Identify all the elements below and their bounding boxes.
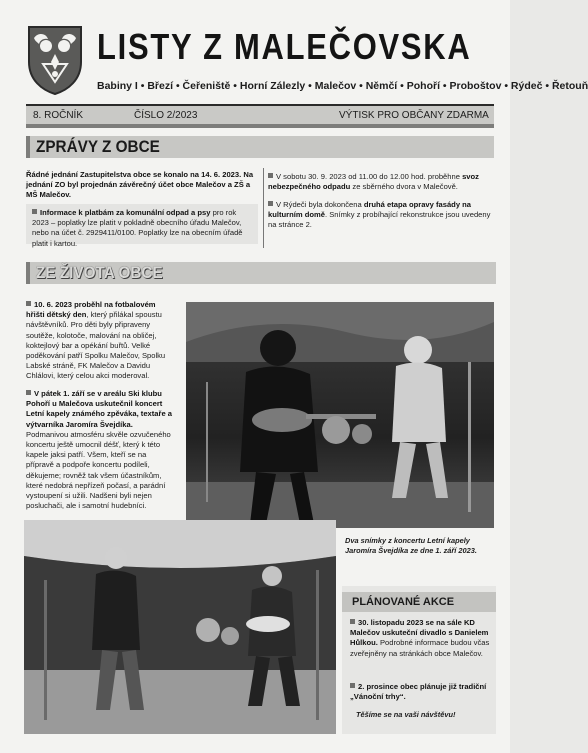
news-item-hazardous-waste [268, 172, 494, 192]
news-item3-post: . Snímky z probíhající rekonstrukce jsou uvedeny na stránce 2. [268, 210, 491, 230]
news-lead-text: Řádné jednání Zastupitelstva obce se konalo na 14. 6. 2023. Na jednání ZO byl projednán závěrečný účet obce Malečov a ZŠ a MŠ Malečov. [26, 170, 254, 200]
life-heading-text: ZE ŽIVOTA OBCE [36, 263, 163, 282]
life-p2-bold: V pátek 1. září se v areálu Ski klubu Pohoří u Malečova uskutečnil koncert Letní kapely známého zpěváka, textaře a výtvarníka Jaromíra Švejdíka. [26, 389, 173, 429]
planned-event-theatre [350, 618, 492, 659]
issue-label: ČÍSLO 2/2023 [134, 110, 198, 121]
news-item1-text: pro rok 2023 – poplatky lze platit v pokladně obecního úřadu Malečov, nebo na účet č. 2929411/0100. Poplatky lze na obecním úřadě platit i kartou. [32, 208, 243, 248]
news-section-heading [26, 136, 494, 158]
life-p1-text: , který přilákal spoustu návštěvníků. Pro děti byly připraveny soutěže, kolotoče, malování na obličej, koktejlový bar a opékání buřtů. Velké poděkování patří Spolku Malečov, Spolku Labské stráně, FK Malečov a Davidu Chlálovi, který celou akci moderoval. [26, 310, 166, 381]
bullet-icon [26, 390, 31, 395]
masthead-villages: Babiny I • Březí • Čeřeniště • Horní Zálezly • Malečov • Němčí • Pohoří • Proboštov • Rýdeč • Řetouň [97, 80, 588, 92]
news-item2-text: V sobotu 30. 9. 2023 od 11.00 do 12.00 hod. proběhne [276, 172, 463, 181]
bullet-icon [268, 173, 273, 178]
planned-closing: Těšíme se na vaši návštěvu! [356, 710, 456, 719]
news-item3-text: V Rýdeči byla dokončena [276, 200, 364, 209]
life-concert [26, 389, 176, 511]
column-divider [263, 168, 264, 248]
masthead-title: LISTY Z MALEČOVSKA [97, 26, 472, 67]
volume-label: 8. ROČNÍK [33, 110, 84, 121]
planned-a2-bold: 2. prosince obec plánuje již tradiční „Vánoční trhy“. [350, 682, 487, 702]
bullet-icon [268, 201, 273, 206]
life-p2-text: Podmanivou atmosféru skvěle ozvučeného koncertu ještě umocnil déšť, který k této kapele jaksi patří. Všem, kteří se na přípravě a podpoře koncertu podíleli, děkujeme; rovněž tak všem účastníkům, které nedobrá nepřízeň počasí, a parádní vystoupení si užili. Nadšeni byli nejen posluchači, ale i samotní hudebníci. [26, 429, 171, 511]
news-item-payments [26, 204, 258, 248]
life-p1-bold: 10. 6. 2023 proběhl na fotbalovém hřišti dětský den [26, 300, 156, 320]
planned-a1-bold: 30. listopadu 2023 se na sále KD Malečov uskuteční divadlo s Danielem Hůlkou. [350, 618, 489, 648]
bullet-icon [32, 209, 37, 214]
news-item1-bold: Informace k platbám za komunální odpad a psy [40, 208, 211, 217]
news-item2-post: ze sběrného dvora v Malečově. [350, 182, 458, 192]
life-childrens-day [26, 300, 176, 382]
coat-of-arms-icon [26, 24, 84, 96]
photo-caption: Dva snímky z koncertu Letní kapely Jaromíra Švejdíka ze dne 1. září 2023. [345, 536, 477, 555]
planned-heading: PLÁNOVANÉ AKCE [352, 596, 455, 608]
planned-a1-text: Podrobné informace budou včas zveřejněny na stránkách obce Malečov. [350, 638, 490, 658]
news-heading-text: ZPRÁVY Z OBCE [36, 137, 160, 156]
concert-photo-2 [24, 520, 336, 734]
bullet-icon [350, 683, 355, 688]
news-lead [26, 170, 254, 201]
bullet-icon [26, 301, 31, 306]
concert-photo-1 [186, 302, 494, 528]
news-item3-bold: druhá etapa opravy fasády na kulturním domě [268, 200, 472, 220]
life-section-heading [26, 262, 496, 284]
news-item2-bold: svoz nebezpečného odpadu [268, 172, 479, 192]
planned-event-market [350, 682, 492, 702]
planned-events-box [342, 586, 496, 734]
free-copy-label: VÝTISK PRO OBČANY ZDARMA [339, 110, 489, 121]
news-item-facade [268, 200, 494, 231]
bullet-icon [350, 619, 355, 624]
